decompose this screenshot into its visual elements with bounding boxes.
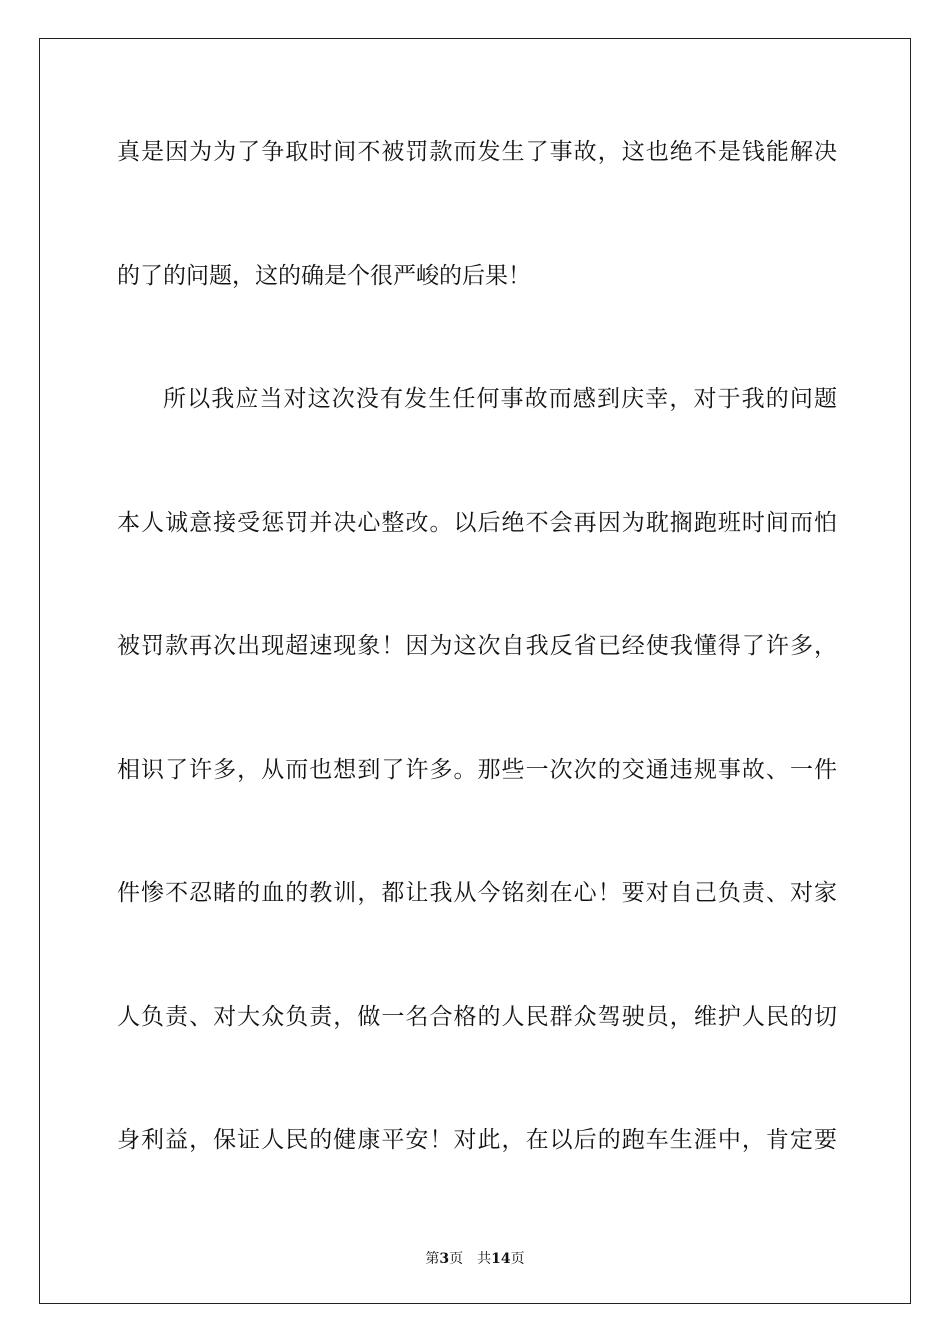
total-page-number: 14 (491, 1251, 511, 1267)
body-line-4: 本人诚意接受惩罚并决心整改。以后绝不会再因为耽搁跑班时间而怕 (117, 510, 837, 536)
page-prefix: 第 (425, 1251, 440, 1267)
page-footer (0, 1248, 950, 1268)
body-line-6: 相识了许多，从而也想到了许多。那些一次次的交通违规事故、一件 (117, 757, 837, 783)
page-border (39, 38, 911, 1304)
total-prefix: 共 (477, 1251, 492, 1267)
current-page-number: 3 (439, 1251, 450, 1267)
total-suffix: 页 (510, 1251, 525, 1267)
body-line-2: 的了的问题，这的确是个很严峻的后果！ (117, 263, 531, 289)
body-line-9: 身利益，保证人民的健康平安！对此，在以后的跑车生涯中，肯定要 (117, 1127, 837, 1153)
body-line-7: 件惨不忍睹的血的教训，都让我从今铭刻在心！要对自己负责、对家 (117, 880, 837, 906)
page-suffix: 页 (449, 1251, 464, 1267)
body-line-8: 人负责、对大众负责，做一名合格的人民群众驾驶员，维护人民的切 (117, 1004, 837, 1030)
body-line-3: 所以我应当对这次没有发生任何事故而感到庆幸，对于我的问题 (163, 386, 837, 412)
body-line-5: 被罚款再次出现超速现象！因为这次自我反省已经使我懂得了许多， (117, 633, 837, 659)
body-line-1: 真是因为为了争取时间不被罚款而发生了事故，这也绝不是钱能解决 (117, 139, 837, 165)
